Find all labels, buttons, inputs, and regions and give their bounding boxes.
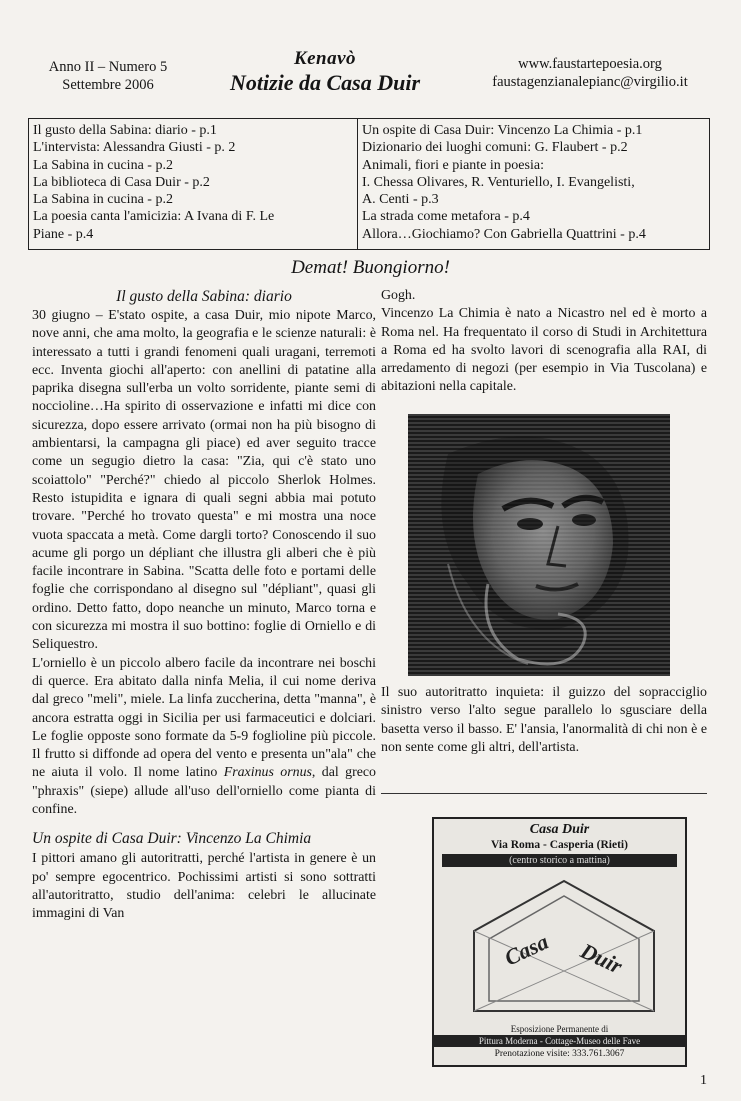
article-paragraph — [32, 655, 376, 820]
toc-item: A. Centi - p.3 — [362, 192, 439, 208]
article-paragraph: Vincenzo La Chimia è nato a Nicastro nel ed è morto a Roma nel. Ha frequentato il corso di Studi in Architettura a Roma ed ha svolto lavori di scenografia alla RAI, di arredamento di negozi (per esempio in Via Tuscolana) e abitazioni nella capitale. — [381, 306, 707, 395]
website-link[interactable]: www.faustartepoesia.org — [518, 56, 662, 72]
masthead — [200, 48, 450, 96]
article-title-sabina: Il gusto della Sabina: diario — [116, 288, 292, 305]
left-column — [32, 287, 376, 924]
logo-word-duir: Duir — [576, 937, 627, 979]
article-title-ospite: Un ospite di Casa Duir: Vincenzo La Chimia — [32, 830, 312, 848]
ad-booking-phone: Prenotazione visite: 333.761.3067 — [494, 1049, 625, 1059]
divider-line — [381, 793, 707, 794]
toc-item: La biblioteca di Casa Duir - p.2 — [33, 174, 210, 190]
email-link[interactable]: faustagenzianalepianc@virgilio.it — [492, 74, 688, 90]
toc-right-column — [362, 122, 704, 243]
ad-museum-label: Pittura Moderna - Cottage-Museo delle Fave — [434, 1035, 685, 1047]
portrait-drawing — [408, 414, 670, 676]
toc-left-column — [33, 122, 355, 243]
issue-number: Anno II – Numero 5 — [48, 59, 168, 75]
table-of-contents — [28, 118, 710, 250]
toc-item: Un ospite di Casa Duir: Vincenzo La Chimia - p.1 — [362, 123, 643, 138]
greeting-banner: Demat! Buongiorno! — [291, 257, 450, 278]
toc-item: La strada come metafora - p.4 — [362, 209, 530, 225]
logo-word-casa: Casa — [500, 928, 553, 971]
masthead-title: Kenavò — [293, 48, 357, 69]
toc-item: Dizionario dei luoghi comuni: G. Flaubert - p.2 — [362, 140, 628, 156]
ad-address: Via Roma - Casperia (Rieti) — [491, 839, 628, 851]
article-paragraph: Gogh. — [381, 288, 416, 303]
casa-duir-advertisement — [432, 817, 687, 1067]
latin-name: Fraxinus ornus — [223, 765, 312, 781]
toc-item: L'intervista: Alessandra Giusti - p. 2 — [33, 140, 236, 156]
paragraph-text: L'orniello è un piccolo albero facile da incontrare nei boschi di querce. Era abitato dalla ninfa Melia, il cui nome deriva dal greco "meli", miele. La linfa zuccherina, detta "manna", è ancora estratta oggi in Sicilia per usi farmaceutici e dolciari. Le foglie opposte sono formate da 5-9 foglioline più piccole. Il frutto si diffonde ad opera del vento e presenta un"ala" che ne aiuta il volo. Il nome latino — [32, 655, 376, 781]
self-portrait-image — [408, 414, 670, 676]
issue-info — [34, 58, 182, 94]
ad-exhibition-label: Esposizione Permanente di — [510, 1024, 609, 1034]
article-paragraph: 30 giugno – E'stato ospite, a casa Duir, mio nipote Marco, nove anni, che ama molto, la geografia e le scienze naturali: è interessato a tutti i grandi fenomeni quali uragani, terremoti ecc. Inventa giochi all'aperto: con anellini di patatine alla paprika disegna sull'erba un volto sorridente, piante semi di noccioline…Ha spirito di osservazione e infatti mi dice con sicurezza, dopo essere arrivato (ormai non ha più bisogno di ambientarsi, la campagna gli piace) ed aver seguito tracce come un segugio dietro la casa: "Zia, qui c'è stato uno scoiattolo" "Perché?" chiedo al piccolo Sherlok Holmes. Resto istupidita e ignara di quali segni abbia mai potuto trovare. "Perché ho trovato questa" e mi mostra una noce vuota spaccata a metà. Come dargli torto? Conoscendo il suo acume gli porgo un dépliant che illustra gli alberi che è più facile incontrare in Sabina. "Scatta delle foto e portami delle foglie che corrispondano al disegno sul "dépliant", quasi gli ordino. Detto fatto, dopo neanche un minuto, Marco torna e con sicurezza mi mostra il suo bottino: foglie di Orniello e di Seliquestro. — [32, 308, 376, 653]
house-logo-drawing — [454, 871, 669, 1021]
page-number: 1 — [700, 1073, 707, 1088]
ad-subtitle: (centro storico a mattina) — [442, 854, 677, 867]
masthead-subtitle: Notizie da Casa Duir — [229, 70, 421, 95]
toc-item: Il gusto della Sabina: diario - p.1 — [33, 123, 217, 138]
ad-title: Casa Duir — [529, 822, 590, 837]
toc-item: La Sabina in cucina - p.2 — [33, 157, 173, 173]
toc-item: Piane - p.4 — [33, 226, 94, 242]
toc-divider — [357, 119, 358, 249]
portrait-caption: Il suo autoritratto inquieta: il guizzo del sopracciglio sinistro verso l'alto segue parallelo lo sgusciare della basetta verso il basso. E' l'ansia, l'anormalità di chi non è e non sente come gli altri, dell'artista. — [381, 685, 707, 755]
toc-item: La poesia canta l'amicizia: A Ivana di F. Le — [33, 209, 275, 225]
toc-item: I. Chessa Olivares, R. Venturiello, I. Evangelisti, — [362, 174, 635, 190]
issue-date: Settembre 2006 — [62, 77, 154, 93]
toc-item: La Sabina in cucina - p.2 — [33, 192, 173, 208]
toc-item: Animali, fiori e piante in poesia: — [362, 157, 544, 173]
toc-item: Allora…Giochiamo? Con Gabriella Quattrini - p.4 — [362, 226, 646, 242]
paragraph-text: , dal greco "phraxis" (siepe) allude all'uso dell'orniello come pianta di confine. — [32, 765, 376, 818]
right-column — [381, 287, 707, 397]
article-paragraph: I pittori amano gli autoritratti, perché l'artista in genere è un po' sempre egocentrico. Pochissimi artisti si sono sottratti all'autoritratto, studio dell'anima: celebri le allucinate immagini di Van — [32, 851, 376, 922]
contact-info — [470, 55, 710, 91]
